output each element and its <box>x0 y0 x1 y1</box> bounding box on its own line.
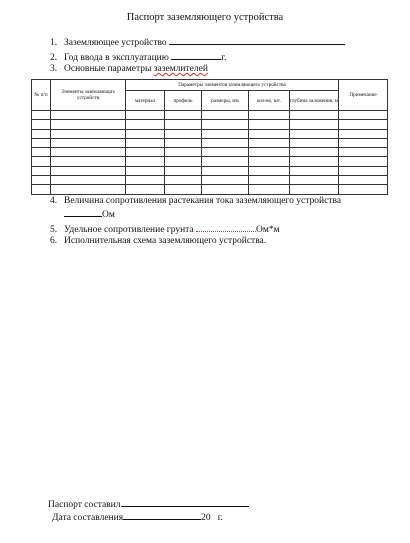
table-cell[interactable] <box>249 185 290 194</box>
table-cell[interactable] <box>290 176 339 185</box>
table-cell[interactable] <box>249 176 290 185</box>
table-row <box>32 157 388 166</box>
table-cell[interactable] <box>51 129 126 138</box>
unit-label: Ом*м <box>256 224 280 235</box>
header-profile: профиль <box>165 91 202 111</box>
table-row <box>32 129 388 138</box>
table-cell[interactable] <box>126 111 165 120</box>
header-elements: Элементы заземляющих устройств <box>51 80 126 111</box>
item-number: 1. <box>50 38 58 48</box>
table-cell[interactable] <box>290 148 339 157</box>
table-cell[interactable] <box>249 148 290 157</box>
header-notes: Примечание <box>339 80 388 111</box>
table-row <box>32 185 388 194</box>
table-cell[interactable] <box>126 148 165 157</box>
table-cell[interactable] <box>249 120 290 129</box>
table-cell[interactable] <box>339 120 388 129</box>
table-cell[interactable] <box>202 176 249 185</box>
table-cell[interactable] <box>51 120 126 129</box>
item-label-underlined: заземлителей <box>153 64 208 74</box>
table-cell[interactable] <box>126 185 165 194</box>
item-executive-scheme <box>50 236 341 247</box>
item-label: Основные параметры <box>64 64 152 74</box>
table-cell[interactable] <box>51 185 126 194</box>
table-cell[interactable] <box>249 111 290 120</box>
table-cell[interactable] <box>165 176 202 185</box>
table-cell[interactable] <box>165 157 202 166</box>
table-cell[interactable] <box>126 166 165 175</box>
table-cell[interactable] <box>32 148 51 157</box>
table-cell[interactable] <box>249 129 290 138</box>
compiled-by-field[interactable] <box>121 497 249 507</box>
item-device <box>50 35 345 50</box>
table-cell[interactable] <box>126 129 165 138</box>
table-cell[interactable] <box>126 138 165 147</box>
table-cell[interactable] <box>202 111 249 120</box>
table-cell[interactable] <box>51 111 126 120</box>
table-row <box>32 138 388 147</box>
item-label: Величина сопротивления растекания тока заземляющего устройства <box>64 196 342 206</box>
table-cell[interactable] <box>32 138 51 147</box>
table-cell[interactable] <box>51 176 126 185</box>
item-label: Год ввода в эксплуатацию <box>64 52 169 63</box>
year-prefix: 20 <box>201 513 211 523</box>
table-cell[interactable] <box>339 157 388 166</box>
resistance-field[interactable] <box>64 207 102 217</box>
item-resistance-value <box>50 207 341 221</box>
table-cell[interactable] <box>290 111 339 120</box>
item-number: 5. <box>50 224 58 235</box>
table-cell[interactable] <box>339 129 388 138</box>
table-cell[interactable] <box>126 157 165 166</box>
table-cell[interactable] <box>51 148 126 157</box>
year-suffix: г. <box>217 513 223 523</box>
item-number: 2. <box>50 52 58 63</box>
items-bottom-list <box>50 196 341 247</box>
item-number: 6. <box>50 235 58 246</box>
footer-compiled-by <box>48 497 249 510</box>
table-cell[interactable] <box>51 157 126 166</box>
items-top-list <box>50 35 345 76</box>
table-cell[interactable] <box>51 166 126 175</box>
table-cell[interactable] <box>339 185 388 194</box>
table-row <box>32 111 388 120</box>
table-cell[interactable] <box>249 138 290 147</box>
table-cell[interactable] <box>32 111 51 120</box>
table-cell[interactable] <box>126 120 165 129</box>
date-field[interactable] <box>123 510 201 520</box>
item-label: Исполнительная схема заземляющего устройства. <box>64 235 267 246</box>
table-cell[interactable] <box>339 111 388 120</box>
table-cell[interactable] <box>202 166 249 175</box>
table-cell[interactable] <box>290 120 339 129</box>
table-cell[interactable] <box>290 157 339 166</box>
date-label: Дата составления <box>52 513 124 523</box>
table-cell[interactable] <box>32 176 51 185</box>
table-cell[interactable] <box>32 157 51 166</box>
table-row <box>32 120 388 129</box>
table-cell[interactable] <box>202 138 249 147</box>
table-cell[interactable] <box>339 148 388 157</box>
table-row <box>32 166 388 175</box>
header-num: № п/п <box>32 80 51 111</box>
page-title: Паспорт заземляющего устройства <box>126 12 284 23</box>
table-cell[interactable] <box>32 185 51 194</box>
table-cell[interactable] <box>165 166 202 175</box>
table-cell[interactable] <box>32 166 51 175</box>
table-cell[interactable] <box>165 111 202 120</box>
table-row <box>32 148 388 157</box>
table-cell[interactable] <box>249 157 290 166</box>
header-quantity: кол-во, шт. <box>249 91 290 111</box>
table-cell[interactable] <box>339 166 388 175</box>
device-name-field[interactable] <box>169 35 345 45</box>
footer-date <box>52 510 223 523</box>
header-parameters-group: Параметры элементов заземляющего устройства <box>126 80 339 91</box>
header-depth: глубина заложения, м <box>290 91 339 111</box>
item-number: 3. <box>50 64 58 74</box>
table-row <box>32 176 388 185</box>
table-cell[interactable] <box>51 138 126 147</box>
table-cell[interactable] <box>165 129 202 138</box>
table-cell[interactable] <box>290 185 339 194</box>
soil-resistivity-field[interactable] <box>196 222 256 232</box>
unit-label: Ом <box>102 210 115 221</box>
table-cell[interactable] <box>32 120 51 129</box>
compiled-by-label: Паспорт составил <box>48 500 121 510</box>
item-main-parameters <box>50 64 345 76</box>
table-cell[interactable] <box>202 157 249 166</box>
header-dimensions: размеры, мм <box>202 91 249 111</box>
table-cell[interactable] <box>165 138 202 147</box>
year-suffix: г. <box>221 52 227 63</box>
table-cell[interactable] <box>202 120 249 129</box>
item-label: Удельное сопротивление грунта <box>64 224 194 235</box>
item-label: Заземляющее устройство <box>64 38 167 48</box>
table-cell[interactable] <box>202 148 249 157</box>
table-cell[interactable] <box>290 138 339 147</box>
item-soil-resistivity <box>50 222 341 236</box>
table-cell[interactable] <box>339 176 388 185</box>
header-material: материал <box>126 91 165 111</box>
commission-year-field[interactable] <box>171 50 221 60</box>
table-cell[interactable] <box>32 129 51 138</box>
table-cell[interactable] <box>290 166 339 175</box>
table-cell[interactable] <box>202 185 249 194</box>
table-cell[interactable] <box>165 120 202 129</box>
table-cell[interactable] <box>165 148 202 157</box>
table-cell[interactable] <box>339 138 388 147</box>
item-commission-year <box>50 50 345 65</box>
table-cell[interactable] <box>126 176 165 185</box>
table-cell[interactable] <box>249 166 290 175</box>
parameters-table <box>31 79 388 195</box>
item-number: 4. <box>50 196 58 206</box>
table-cell[interactable] <box>290 129 339 138</box>
table-cell[interactable] <box>165 185 202 194</box>
item-resistance <box>50 196 341 207</box>
table-cell[interactable] <box>202 129 249 138</box>
